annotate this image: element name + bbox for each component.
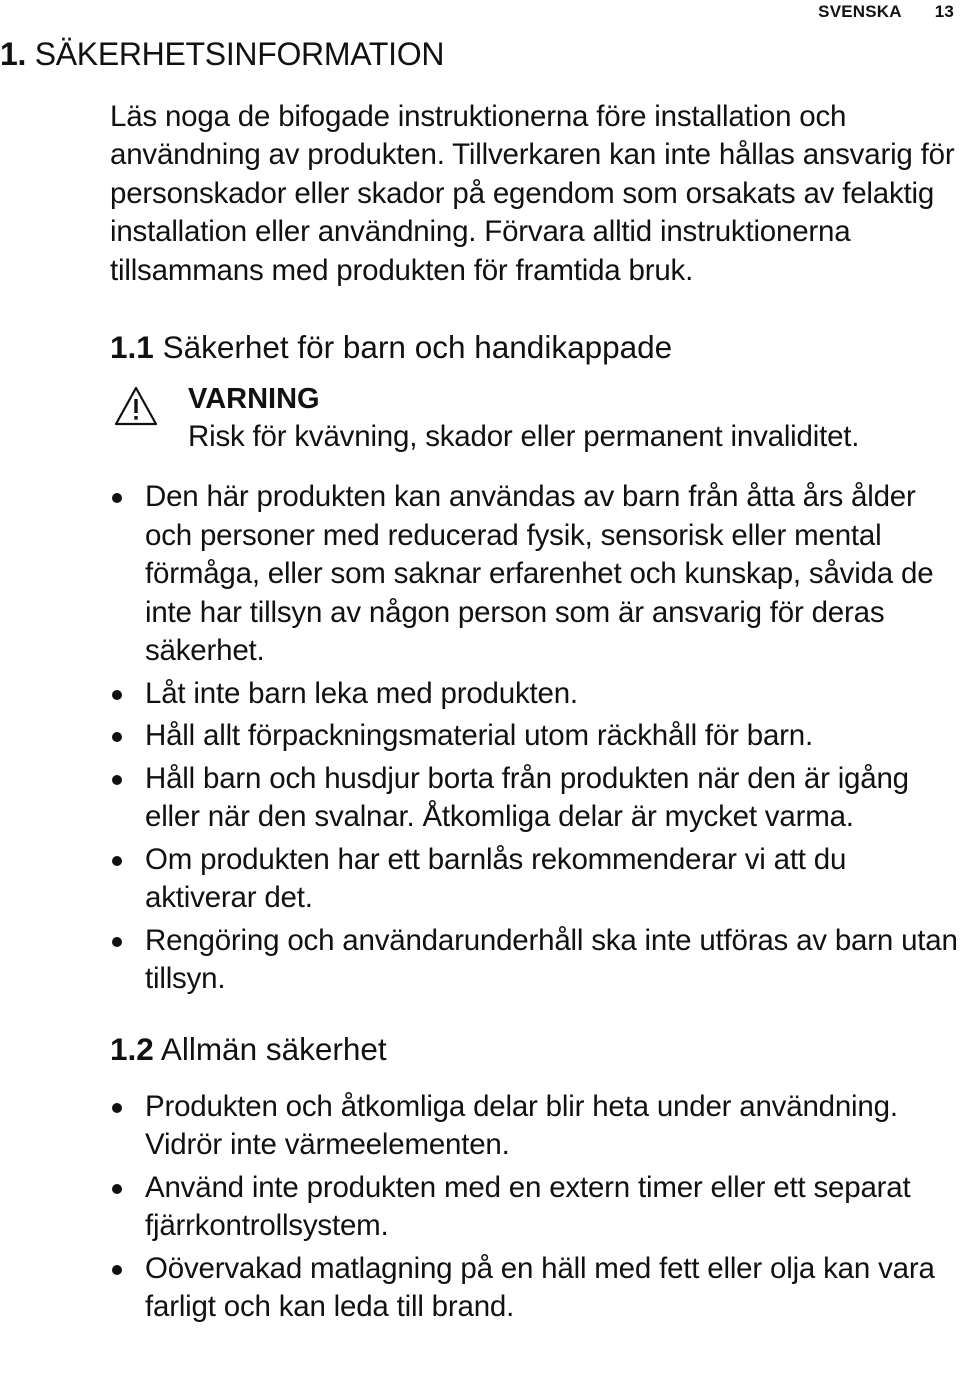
list-item-text: Håll allt förpackningsmaterial utom räckhåll för barn.	[145, 719, 813, 753]
main-content	[110, 98, 960, 1331]
warning-triangle-icon	[114, 386, 158, 426]
chapter-title-text: SÄKERHETSINFORMATION	[34, 36, 445, 72]
language-label: SVENSKA	[818, 2, 902, 21]
list-item-text: Rengöring och användarunderhåll ska inte utföras av barn utan tillsyn.	[145, 923, 958, 996]
chapter-number: 1.	[0, 36, 27, 72]
chapter-title	[0, 36, 444, 73]
section-title-text: Säkerhet för barn och handikappade	[162, 329, 673, 366]
list-item	[110, 922, 960, 999]
list-item	[110, 717, 960, 756]
bullet-icon	[112, 937, 122, 947]
bullet-icon	[112, 1103, 122, 1113]
list-item-text: Den här produkten kan användas av barn från åtta års ålder och personer med reducerad fysik, sensorisk eller mental förmåga, eller som saknar erfarenhet och kunskap, såvida de inte har tillsyn av någon person som är ansvarig för deras säkerhet.	[145, 480, 934, 668]
bullet-icon	[112, 690, 122, 700]
list-item	[110, 841, 960, 918]
list-item	[110, 760, 960, 837]
list-item-text: Om produkten har ett barnlås rekommenderar vi att du aktiverar det.	[145, 842, 847, 915]
section-heading-general-safety	[110, 1031, 960, 1068]
general-safety-list	[110, 1088, 960, 1327]
bullet-icon	[112, 856, 122, 866]
section-number: 1.1	[110, 329, 154, 366]
list-item	[110, 478, 960, 671]
page-number: 13	[934, 2, 954, 21]
list-item-text: Använd inte produkten med en extern timer eller ett separat fjärrkontrollsystem.	[145, 1170, 911, 1243]
bullet-icon	[112, 775, 122, 785]
list-item	[110, 1088, 960, 1165]
list-item-text: Håll barn och husdjur borta från produkten när den är igång eller när den svalnar. Åtkomliga delar är mycket varma.	[145, 761, 909, 834]
bullet-icon	[112, 1265, 122, 1275]
section-heading-child-safety	[110, 329, 960, 366]
bullet-icon	[112, 1184, 122, 1194]
list-item	[110, 675, 960, 714]
intro-paragraph: Läs noga de bifogade instruktionerna före installation och användning av produkten. Tillverkaren kan inte hållas ansvarig för personskador eller skador på egendom som orsakats av felaktig installation eller användning. Förvara alltid instruktionerna tillsammans med produkten för framtida bruk.	[110, 100, 955, 287]
list-item-text: Produkten och åtkomliga delar blir heta under användning. Vidrör inte värmeelementen.	[145, 1089, 898, 1162]
warning-box	[110, 380, 960, 456]
page-header	[818, 2, 954, 22]
warning-title: VARNING	[188, 383, 320, 416]
list-item-text: Låt inte barn leka med produkten.	[145, 676, 578, 710]
list-item	[110, 1169, 960, 1246]
bullet-icon	[112, 732, 122, 742]
list-item-text: Oövervakad matlagning på en häll med fett eller olja kan vara farligt och kan leda till brand.	[145, 1251, 935, 1324]
warning-text: Risk för kvävning, skador eller permanent invaliditet.	[188, 420, 860, 454]
list-item	[110, 1250, 960, 1327]
child-safety-list	[110, 478, 960, 999]
bullet-icon	[112, 493, 122, 503]
section-title-text: Allmän säkerhet	[160, 1030, 387, 1067]
section-number: 1.2	[110, 1030, 154, 1067]
